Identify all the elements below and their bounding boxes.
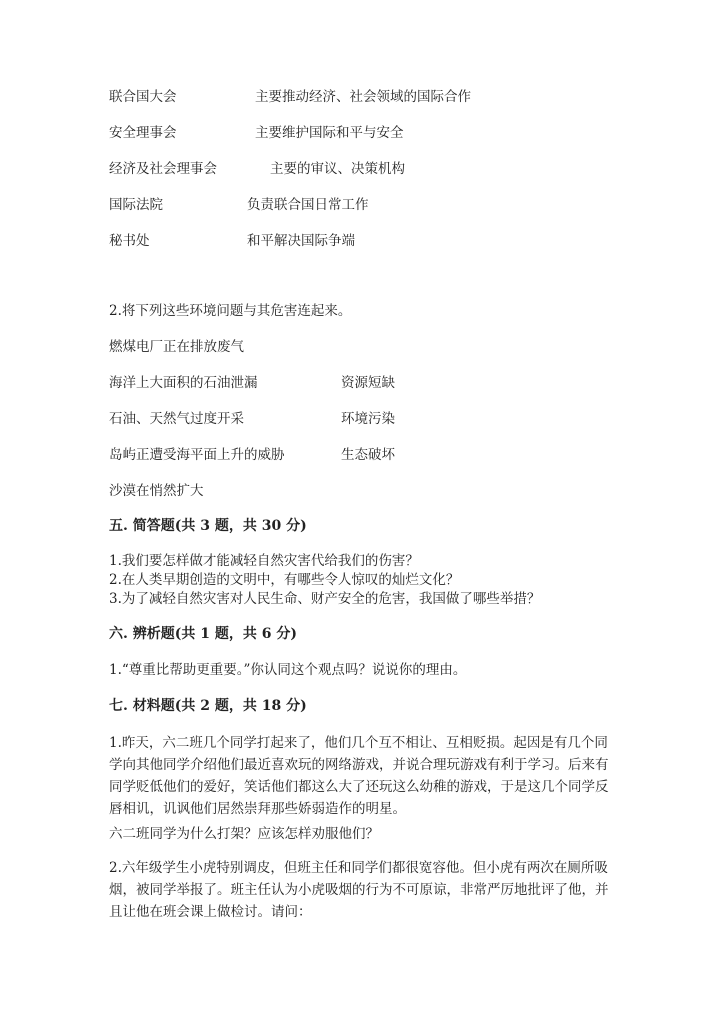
- match-right-item: 生态破坏: [341, 447, 395, 463]
- match-left-item: 国际法院: [109, 197, 163, 213]
- match-left-item: 经济及社会理事会: [109, 161, 217, 177]
- match-left-item: 石油、天然气过度开采: [109, 411, 244, 427]
- question-item: 1.“尊重比帮助更重要。”你认同这个观点吗？说说你的理由。: [109, 662, 467, 678]
- question-item: 1.我们要怎样做才能减轻自然灾害代给我们的伤害？: [109, 553, 419, 569]
- match-left-item: 沙漠在悄然扩大: [109, 483, 204, 499]
- question-item: 六二班同学为什么打架？应该怎样劝服他们？: [109, 826, 379, 842]
- question-prompt: 2.将下列这些环境问题与其危害连起来。: [109, 303, 352, 319]
- match-left-item: 秘书处: [109, 233, 150, 249]
- match-right-item: 主要推动经济、社会领域的国际合作: [255, 89, 471, 105]
- material-paragraph: 1.昨天，六二班几个同学打起来了，他们几个互不相让、互相贬损。起因是有几个同学向其他同学介绍他们最近喜欢玩的网络游戏，并说合理玩游戏有利于学习。后来有同学贬低他们的爱好，笑话他们都这么大了还玩这么幼稚的游戏，于是这几个同学反唇相讥，讥讽他们居然崇拜那些娇弱造作的明星。: [109, 735, 609, 817]
- section-heading: 七. 材料题(共 2 题，共 18 分): [109, 698, 307, 714]
- material-paragraph: 2.六年级学生小虎特别调皮，但班主任和同学们都很宽容他。但小虎有两次在厕所吸烟，被同学举报了。班主任认为小虎吸烟的行为不可原谅，非常严厉地批评了他，并且让他在班会课上做检讨。请问：: [109, 860, 609, 920]
- match-right-item: 负责联合国日常工作: [247, 197, 369, 213]
- section-heading: 六. 辨析题(共 1 题，共 6 分): [109, 626, 297, 642]
- match-left-item: 燃煤电厂正在排放废气: [109, 339, 244, 355]
- match-left-item: 安全理事会: [109, 125, 177, 141]
- section-heading: 五. 简答题(共 3 题，共 30 分): [109, 518, 307, 534]
- match-left-item: 联合国大会: [109, 89, 177, 105]
- match-left-item: 岛屿正遭受海平面上升的威胁: [109, 447, 285, 463]
- match-left-item: 海洋上大面积的石油泄漏: [109, 375, 258, 391]
- question-item: 3.为了减轻自然灾害对人民生命、财产安全的危害，我国做了哪些举措？: [109, 591, 541, 607]
- match-right-item: 和平解决国际争端: [247, 233, 355, 249]
- match-right-item: 主要维护国际和平与安全: [255, 125, 404, 141]
- question-item: 2.在人类早期创造的文明中，有哪些令人惊叹的灿烂文化？: [109, 572, 460, 588]
- match-right-item: 主要的审议、决策机构: [270, 161, 405, 177]
- match-right-item: 资源短缺: [341, 375, 395, 391]
- match-right-item: 环境污染: [341, 411, 395, 427]
